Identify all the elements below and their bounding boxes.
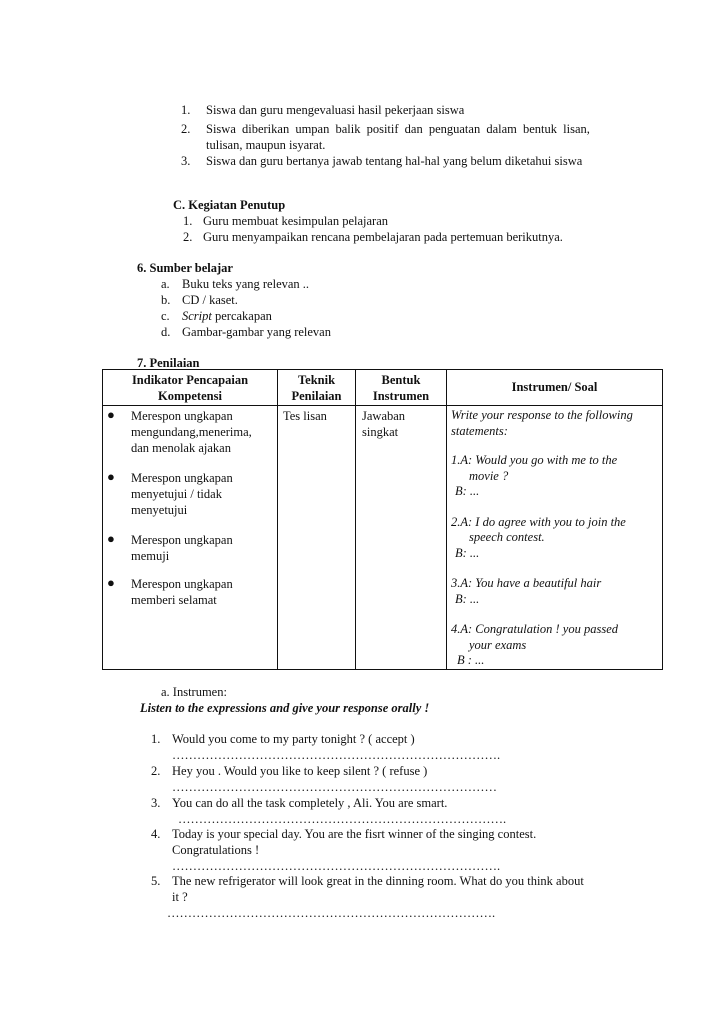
header-text: Teknik <box>297 372 336 387</box>
bentuk-text: Jawaban <box>362 409 406 423</box>
soal-question: 2.A: I do agree with you to join the <box>451 514 626 529</box>
header-text: Instrumen <box>372 388 430 403</box>
soal-cell <box>447 406 663 670</box>
header-text: Instrumen/ Soal <box>511 380 598 394</box>
indicator-line: Merespon ungkapan <box>131 533 233 547</box>
list-text: CD / kaset. <box>182 293 238 307</box>
answer-dots: ……………………………………………………………………. <box>178 812 507 826</box>
indicator-item <box>103 576 278 608</box>
bullet-icon: ● <box>107 469 115 484</box>
list-text: Siswa dan guru bertanya jawab tentang hal-hal yang belum diketahui siswa <box>206 154 583 168</box>
list-number: 2. <box>183 230 193 244</box>
indicator-line: memuji <box>131 549 170 563</box>
indicator-text <box>131 408 252 456</box>
list-text: Siswa dan guru mengevaluasi hasil pekerjaan siswa <box>206 103 465 117</box>
indicator-text <box>131 470 233 518</box>
list-text: Guru menyampaikan rencana pembelajaran pada pertemuan berikutnya. <box>203 230 563 244</box>
list-text: Siswa diberikan umpan balik positif dan penguatan dalam bentuk lisan, <box>206 122 590 136</box>
answer-dots: ……………………………………………………………………. <box>167 906 496 920</box>
indicator-line: Merespon ungkapan <box>131 577 233 591</box>
list-text: Guru membuat kesimpulan pelajaran <box>203 214 389 228</box>
answer-dots: ……………………………………………………………………. <box>172 859 501 873</box>
indicator-line: dan menolak ajakan <box>131 441 231 455</box>
instrumen-question-continued: Congratulations ! <box>172 843 260 857</box>
table-row <box>103 406 663 670</box>
indicator-line: Merespon ungkapan <box>131 409 233 423</box>
list-letter: c. <box>161 309 170 323</box>
soal-question: your exams <box>469 637 527 652</box>
list-number: 2. <box>151 764 161 778</box>
instrumen-instruction: Listen to the expressions and give your response orally ! <box>140 701 430 715</box>
list-number: 2. <box>181 122 191 136</box>
soal-answer: B: ... <box>455 484 480 498</box>
indicator-item <box>103 470 278 532</box>
bullet-icon: ● <box>107 407 115 422</box>
list-text: Gambar-gambar yang relevan <box>182 325 331 339</box>
bentuk-text: singkat <box>362 425 399 439</box>
indicator-item <box>103 408 278 470</box>
soal-answer: B: ... <box>455 545 480 560</box>
list-text-continued: tulisan, maupun isyarat. <box>206 138 326 152</box>
list-text-rest: percakapan <box>211 309 272 323</box>
indikator-cell <box>103 406 278 670</box>
list-number: 5. <box>151 874 161 888</box>
section-heading-sumber: 6. Sumber belajar <box>137 261 233 275</box>
list-number: 3. <box>151 796 161 810</box>
script-word: Script <box>182 309 212 323</box>
section-heading-penutup: C. Kegiatan Penutup <box>173 198 286 212</box>
soal-answer: B : ... <box>457 653 485 667</box>
list-letter: b. <box>161 293 171 307</box>
instrumen-question: The new refrigerator will look great in the dinning room. What do you think about <box>172 874 584 888</box>
bullet-icon: ● <box>107 575 115 590</box>
instrumen-label: a. Instrumen: <box>161 685 227 699</box>
header-soal <box>447 370 663 406</box>
instrumen-question-continued: it ? <box>172 890 188 904</box>
header-text: Penilaian <box>291 388 342 403</box>
list-number: 1. <box>183 214 193 228</box>
indicator-text <box>131 532 233 564</box>
bullet-icon: ● <box>107 531 115 546</box>
list-text <box>182 308 272 324</box>
header-bentuk <box>356 370 447 406</box>
instrumen-question: You can do all the task completely , Ali. You are smart. <box>172 796 448 810</box>
list-letter: a. <box>161 277 170 291</box>
bentuk-cell <box>356 406 447 670</box>
assessment-table <box>102 369 663 670</box>
list-number: 1. <box>181 103 191 117</box>
indicator-line: memberi selamat <box>131 593 217 607</box>
answer-dots: …………………………………………………………………… <box>172 780 497 794</box>
instrumen-question: Would you come to my party tonight ? ( accept ) <box>172 732 415 746</box>
soal-intro: statements: <box>451 423 508 438</box>
teknik-cell <box>278 406 356 670</box>
header-text: Kompetensi <box>158 388 222 403</box>
indicator-line: mengundang,menerima, <box>131 425 252 439</box>
section-heading-penilaian: 7. Penilaian <box>137 356 200 370</box>
indicator-item <box>103 532 278 576</box>
list-number: 3. <box>181 154 191 168</box>
soal-question: 4.A: Congratulation ! you passed <box>451 622 619 636</box>
list-number: 4. <box>151 827 161 841</box>
indicator-line: Merespon ungkapan <box>131 471 233 485</box>
instrumen-question: Today is your special day. You are the fisrt winner of the singing contest. <box>172 827 537 841</box>
header-text: Bentuk <box>381 372 421 387</box>
soal-question: movie ? <box>469 468 509 483</box>
instrumen-question: Hey you . Would you like to keep silent ? ( refuse ) <box>172 764 428 778</box>
soal-intro: Write your response to the following <box>451 408 633 422</box>
header-text: Indikator Pencapaian <box>131 372 249 387</box>
list-number: 1. <box>151 732 161 746</box>
list-text: Buku teks yang relevan .. <box>182 277 310 291</box>
indicator-line: menyetujui / tidak <box>131 487 222 501</box>
header-indikator <box>103 370 278 406</box>
soal-answer: B: ... <box>455 591 480 606</box>
teknik-text: Tes lisan <box>283 409 327 423</box>
table-header-row <box>103 370 663 406</box>
soal-question: 1.A: Would you go with me to the <box>451 453 618 467</box>
indicator-line: menyetujui <box>131 503 188 517</box>
soal-question: 3.A: You have a beautiful hair <box>451 576 602 590</box>
soal-question: speech contest. <box>469 530 545 544</box>
answer-dots: ……………………………………………………………………. <box>172 748 501 762</box>
indicator-text <box>131 576 233 608</box>
header-teknik <box>278 370 356 406</box>
list-letter: d. <box>161 325 171 339</box>
